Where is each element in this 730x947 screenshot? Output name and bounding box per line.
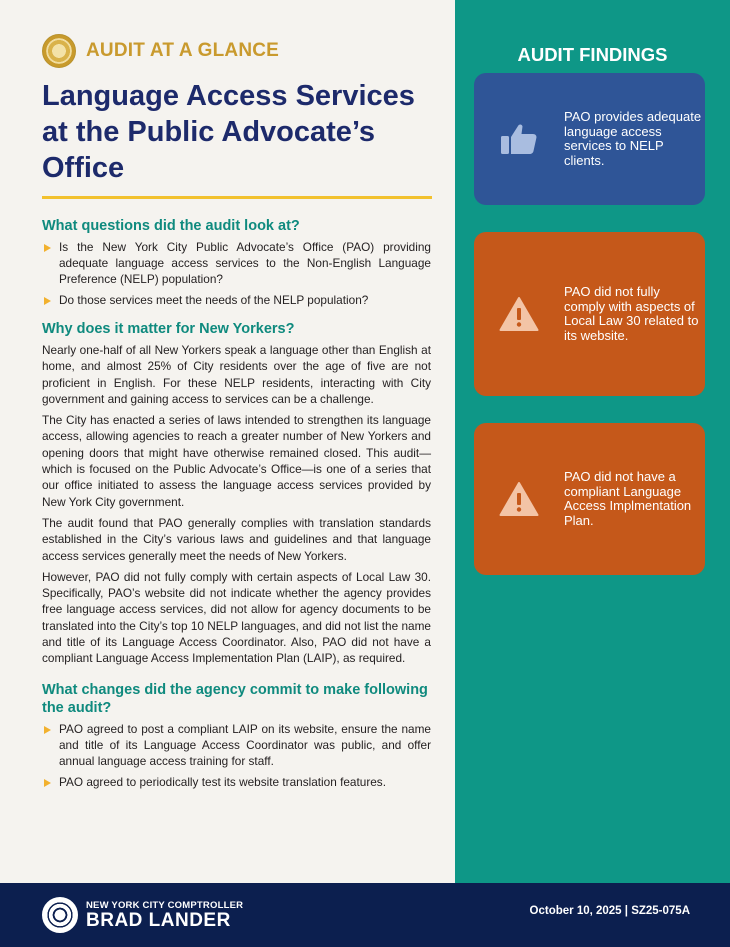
changes-heading: What changes did the agency commit to make following the audit?	[42, 681, 428, 716]
finding-text: PAO did not fully comply with aspects of Local Law 30 related to its website.	[564, 284, 699, 343]
questions-item: Do those services meet the needs of the NELP population?	[42, 292, 431, 308]
thumbs-up-icon	[474, 122, 564, 156]
footer-name: BRAD LANDER	[86, 909, 231, 931]
title-divider	[42, 196, 432, 199]
comptroller-seal-icon	[42, 34, 76, 68]
warning-icon	[474, 296, 564, 332]
page-title: Language Access Services at the Public Advocate’s Office	[42, 80, 415, 184]
why-paragraph: Nearly one-half of all New Yorkers speak a language other than English at home, and almost 25% of City residents over the age of five are not proficient in English. For these NELP residents, interacting with City government and gaining access to services can be a challenge.	[42, 343, 431, 406]
eyebrow	[42, 34, 431, 68]
finding-card-warning	[474, 423, 705, 575]
why-paragraph: However, PAO did not fully comply with certain aspects of Local Law 30. Specifically, PAO’s website did not indicate whether the agency provides free language access services, did not allow for agency documents to be translated into the City’s top 10 NELP languages, and did not list the name and title of its Language Access Coordinator. Also, PAO did not have a compliant Language Access Implementation Plan (LAIP), as required.	[42, 569, 431, 666]
finding-text: PAO did not have a compliant Language Access Implmentation Plan.	[564, 469, 692, 528]
findings-title: AUDIT FINDINGS	[517, 44, 668, 65]
questions-item: Is the New York City Public Advocate’s Office (PAO) providing adequate language access services to the Non-English Language Preference (NELP) population?	[42, 239, 431, 287]
footer-date-reference: October 10, 2025 | SZ25-075A	[529, 905, 690, 917]
findings-panel	[455, 0, 730, 883]
finding-text: PAO provides adequate language access services to NELP clients.	[564, 109, 702, 168]
finding-card-warning	[474, 232, 705, 396]
footer-org: NEW YORK CITY COMPTROLLER	[86, 899, 244, 911]
changes-list	[42, 721, 431, 790]
changes-item: PAO agreed to post a compliant LAIP on its website, ensure the name and title of its Language Access Coordinator was public, and offer annual language access training for staff.	[42, 721, 431, 769]
warning-icon	[474, 481, 564, 517]
footer-branding	[86, 900, 243, 931]
why-heading: Why does it matter for New Yorkers?	[42, 321, 295, 337]
changes-item: PAO agreed to periodically test its website translation features.	[42, 774, 431, 790]
questions-list	[42, 239, 431, 308]
questions-heading: What questions did the audit look at?	[42, 218, 300, 234]
footer	[0, 883, 730, 947]
city-seal-icon	[42, 897, 78, 933]
why-paragraph: The City has enacted a series of laws intended to strengthen its language access, allowing agencies to reach a greater number of New Yorkers and opening doors that might have otherwise remained closed. This audit—which is focused on the Public Advocate’s Office—is one of a series that our office initiated to assess the language access services provided by New York City government.	[42, 413, 431, 509]
finding-card-positive	[474, 73, 705, 205]
eyebrow-label: AUDIT AT A GLANCE	[86, 40, 280, 61]
why-paragraph: The audit found that PAO generally complies with translation standards established in the City’s various laws and guidelines and that language access services generally meet the needs of New Yorkers.	[42, 515, 431, 563]
